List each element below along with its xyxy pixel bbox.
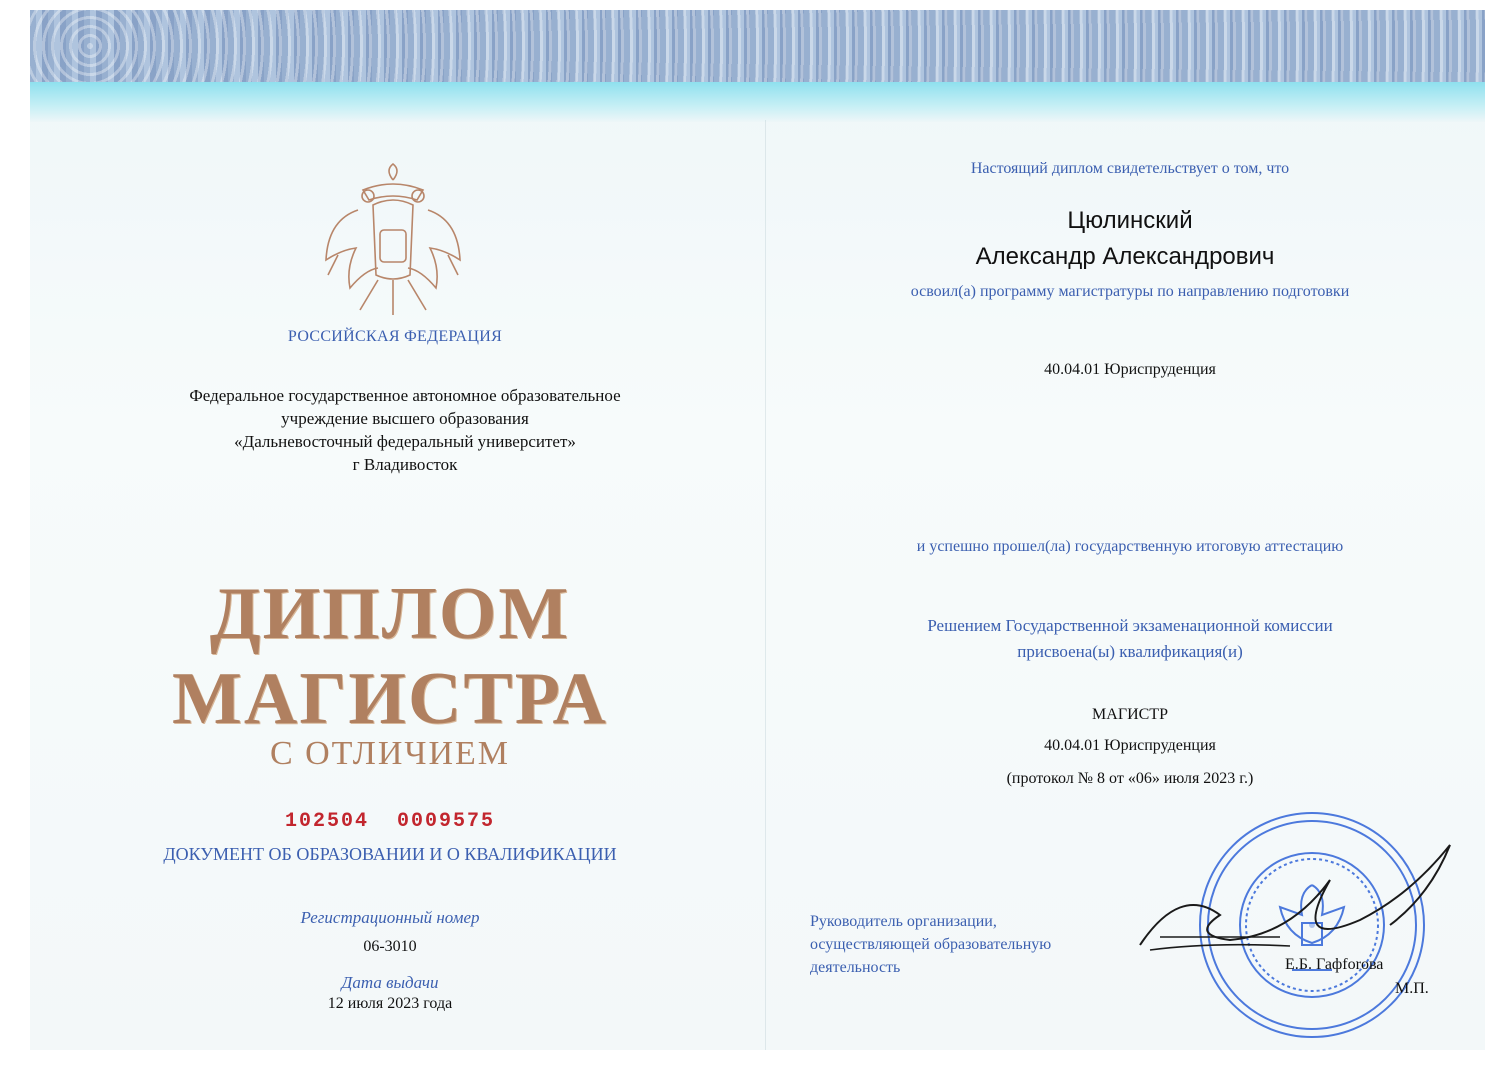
attestation-text: и успешно прошел(ла) государственную итоговую аттестацию: [916, 538, 1344, 555]
registration-number: 06-3010: [363, 938, 417, 955]
diploma-honors: С ОТЛИЧИЕМ: [269, 735, 511, 772]
organization-line: Федеральное государственное автономное образовательное: [189, 386, 621, 405]
specialty: 40.04.01 Юриспруденция: [1044, 361, 1216, 378]
organization-line: «Дальневосточный федеральный университет»: [234, 432, 576, 451]
issue-date: 12 июля 2023 года: [327, 995, 453, 1012]
issue-date-label: Дата выдачи: [341, 973, 439, 992]
protocol: (протокол № 8 от «06» июля 2023 г.): [1006, 770, 1254, 787]
qualification: МАГИСТР: [1092, 706, 1168, 723]
graduate-given-names: Александр Александрович: [975, 243, 1275, 270]
diploma-title-line1: ДИПЛОМ: [209, 573, 571, 655]
head-name: Е.Б. Гафforова: [1285, 956, 1384, 973]
document-type: ДОКУМЕНТ ОБ ОБРАЗОВАНИИ И О КВАЛИФИКАЦИИ: [163, 844, 617, 864]
program-text: освоил(а) программу магистратуры по направлению подготовки: [910, 283, 1350, 300]
serial-number: 102504 0009575: [284, 810, 496, 833]
organization-line: учреждение высшего образования: [281, 409, 529, 428]
decorative-top-band: [30, 10, 1485, 82]
graduate-surname: Цюлинский: [1067, 207, 1193, 234]
certifies-text: Настоящий диплом свидетельствует о том, что: [970, 160, 1290, 177]
page-fold: [765, 120, 766, 1050]
qualification-specialty: 40.04.01 Юриспруденция: [1044, 737, 1216, 754]
diploma-sheet: [30, 10, 1485, 1050]
head-of-organization-label: [810, 910, 1130, 979]
registration-label: Регистрационный номер: [300, 908, 480, 927]
decorative-cyan-band: [30, 82, 1485, 122]
organization-city: г Владивосток: [352, 455, 458, 474]
country-label: РОССИЙСКАЯ ФЕДЕРАЦИЯ: [287, 328, 503, 345]
diploma-title-line2: МАГИСТРА: [172, 658, 608, 740]
head-line: деятельность: [810, 959, 901, 976]
decision-line1: Решением Государственной экзаменационной комиссии: [927, 616, 1333, 635]
organization-name: [140, 384, 670, 476]
head-line: осуществляющей образовательную: [810, 936, 1052, 953]
decision-line2: присвоена(ы) квалификация(и): [1017, 642, 1243, 661]
head-line: Руководитель организации,: [810, 913, 997, 930]
russian-coat-of-arms-icon: [318, 160, 468, 330]
stamp-place-label: М.П.: [1395, 980, 1429, 997]
